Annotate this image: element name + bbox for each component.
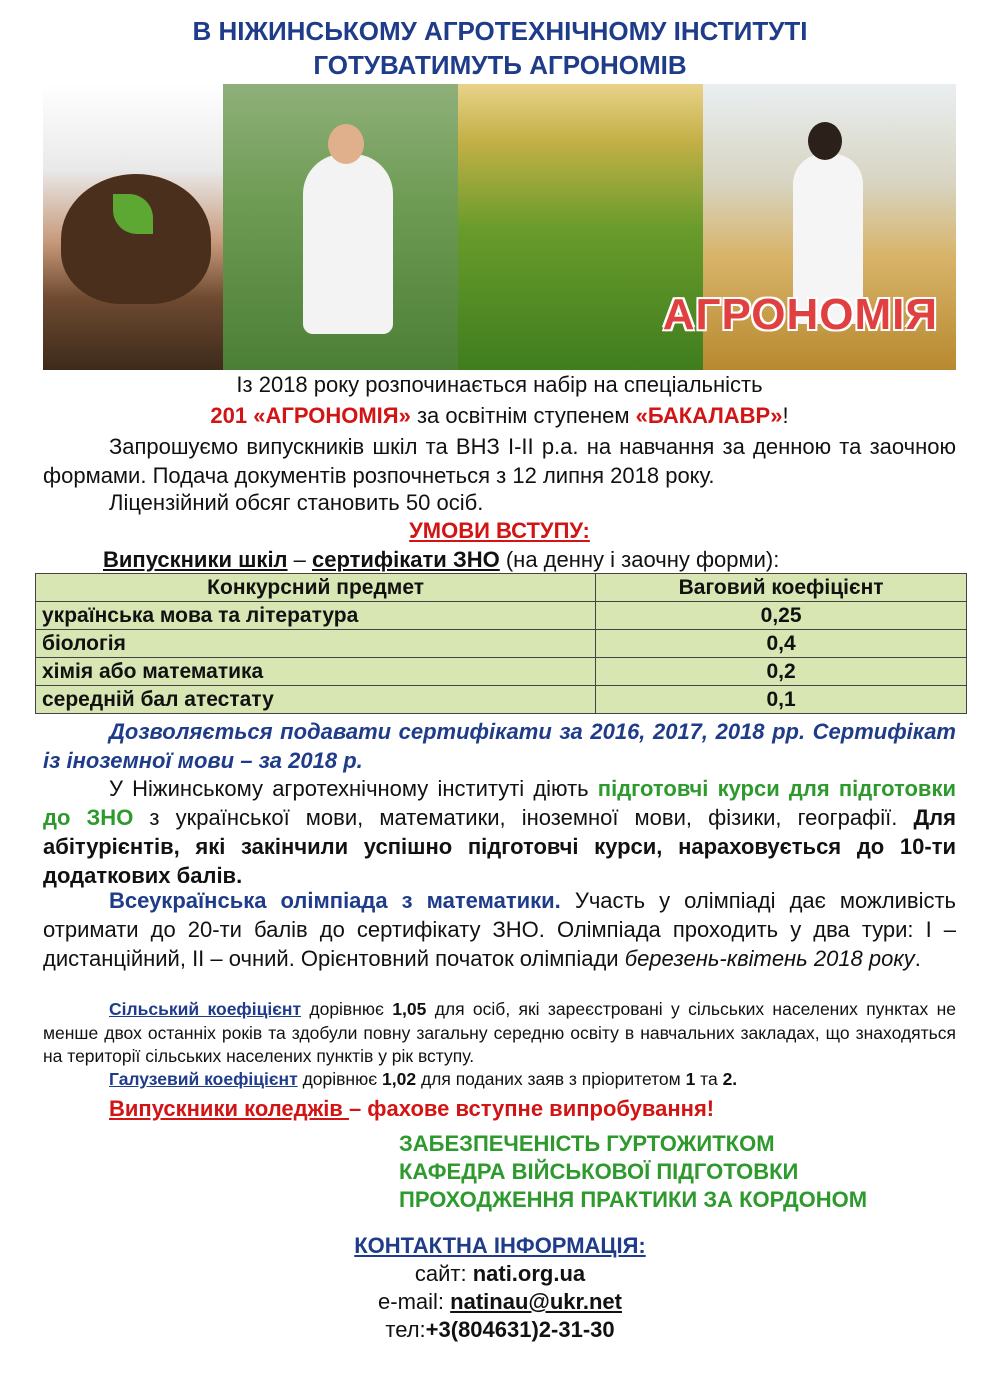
colleges-line	[43, 1094, 956, 1123]
email-label: e-mail:	[378, 1289, 451, 1314]
subject-cell: хімія або математика	[36, 658, 596, 686]
specialty-mid: за освітнім ступенем	[410, 403, 636, 428]
olympiad-title: Всеукраїнська олімпіада з математики.	[109, 888, 561, 913]
site-link[interactable]: nati.org.ua	[472, 1261, 586, 1286]
contact-phone	[0, 1316, 1000, 1344]
courses-highlight: підготовчі курси для підготовки до ЗНО	[43, 776, 956, 830]
benefit-item-military: КАФЕДРА ВІЙСЬКОВОЇ ПІДГОТОВКИ	[399, 1159, 799, 1184]
contact-email	[0, 1288, 1000, 1316]
branch-paragraph	[43, 1068, 956, 1092]
agronomist-head-image	[808, 122, 842, 160]
invite-paragraph: Запрошуємо випускників шкіл та ВНЗ І-ІІ р.а. на навчання за денною та заочною формами. Подача документів розпочнеться з 12 липня 2018 року.	[43, 434, 956, 488]
contact-heading-text: КОНТАКТНА ІНФОРМАЦІЯ:	[354, 1233, 646, 1258]
intro-line-1: Із 2018 року розпочинається набір на спеціальність	[236, 372, 763, 397]
olympiad-end: .	[914, 946, 921, 971]
olympiad-text: Участь у олімпіаді дає можливість отримати до 20-ти балів до сертифікату ЗНО. Олімпіада проходить у два тури: І – дистанційний, ІІ – очний. Орієнтовний початок олімпіади	[43, 888, 956, 971]
table-row	[36, 602, 967, 630]
coef-cell: 0,2	[596, 658, 967, 686]
license-paragraph: Ліцензійний обсяг становить 50 осіб.	[109, 490, 484, 515]
olympiad-dates: березень-квітень 2018 року	[624, 946, 915, 971]
courses-bonus: Для абітурієнтів, які закінчили успішно підготовчі курси, нараховується до 10-ти додаткових балів.	[43, 805, 956, 888]
banner-label: АГРОНОМІЯ	[662, 290, 938, 339]
table-row	[36, 686, 967, 714]
colleges-label: Випускники коледжів	[109, 1096, 349, 1121]
branch-priority-1: 1	[685, 1069, 696, 1089]
rural-text: для осіб, які зареєстровані у сільських населених пунктах не менше двох останніх років та здобули повну загальну середню освіту в навчальних закладах, що знаходяться на території сільських населених пунктів у рік вступу.	[43, 999, 956, 1066]
table-row	[36, 658, 967, 686]
phone-number: +3(804631)2-31-30	[425, 1317, 615, 1342]
rural-value: 1,05	[392, 999, 427, 1019]
zno-table-header	[36, 574, 967, 602]
scientist-head-image	[328, 124, 364, 164]
benefit-item-practice: ПРОХОДЖЕННЯ ПРАКТИКИ ЗА КОРДОНОМ	[399, 1187, 868, 1212]
courses-pre: У Ніжинському агротехнічному інституті діють	[109, 776, 598, 801]
colleges-text: – фахове вступне випробування!	[348, 1096, 715, 1121]
contact-heading	[0, 1232, 1000, 1260]
title-line-2: ГОТУВАТИМУТЬ АГРОНОМІВ	[313, 50, 687, 80]
rural-pre: дорівнює	[301, 999, 393, 1019]
conditions-heading	[43, 516, 956, 545]
coef-header: Ваговий коефіцієнт	[596, 574, 967, 602]
title-line-1: В НІЖИНСЬКОМУ АГРОТЕХНІЧНОМУ ІНСТИТУТІ	[192, 16, 808, 46]
banner-panel-soil	[43, 84, 223, 370]
benefits-list	[399, 1130, 867, 1214]
scientist-image	[303, 154, 393, 334]
intro-line	[43, 370, 956, 399]
certs-note: Дозволяється подавати сертифікати за 2016, 2017, 2018 рр. Сертифікат із іноземної мови – за 2018 р.	[43, 719, 956, 773]
branch-pre: дорівнює	[297, 1069, 383, 1089]
branch-value: 1,02	[382, 1069, 417, 1089]
olympiad-paragraph	[43, 886, 956, 973]
phone-label: тел:	[385, 1317, 426, 1342]
branch-priority-2: 2.	[722, 1069, 738, 1089]
rural-paragraph	[43, 998, 956, 1069]
specialty-line	[43, 401, 956, 430]
specialty-name: 201 «АГРОНОМІЯ»	[210, 403, 411, 428]
contact-site	[0, 1260, 1000, 1288]
soil-hands-image	[61, 174, 211, 304]
site-label: сайт:	[414, 1261, 473, 1286]
rural-label: Сільський коефіцієнт	[109, 999, 302, 1019]
subject-header: Конкурсний предмет	[36, 574, 596, 602]
courses-post: з української мови, математики, іноземної мови, фізики, географії.	[133, 805, 914, 830]
subject-cell: українська мова та література	[36, 602, 596, 630]
forms-label: (на денну і заочну форми):	[499, 547, 780, 572]
coef-cell: 0,25	[596, 602, 967, 630]
subject-cell: середній бал атестату	[36, 686, 596, 714]
coef-cell: 0,4	[596, 630, 967, 658]
branch-label: Галузевий коефіцієнт	[109, 1069, 298, 1089]
cert-label: сертифікати ЗНО	[312, 547, 500, 572]
banner-panel-scientist	[223, 84, 458, 370]
conditions-heading-text: УМОВИ ВСТУПУ:	[409, 518, 590, 543]
benefit-item-dormitory: ЗАБЕЗПЕЧЕНІСТЬ ГУРТОЖИТКОМ	[399, 1131, 775, 1156]
degree-name: «БАКАЛАВР»	[635, 403, 783, 428]
courses-paragraph	[43, 774, 956, 890]
zno-table	[35, 573, 967, 714]
email-link[interactable]: natinau@ukr.net	[450, 1289, 622, 1314]
subject-cell: біологія	[36, 630, 596, 658]
branch-and: та	[695, 1069, 723, 1089]
grads-dash: –	[287, 547, 312, 572]
grads-label: Випускники шкіл	[103, 547, 288, 572]
table-row	[36, 630, 967, 658]
hero-banner	[43, 84, 956, 370]
branch-text: для поданих заяв з пріоритетом	[416, 1069, 686, 1089]
coef-cell: 0,1	[596, 686, 967, 714]
page-title	[0, 14, 1000, 82]
specialty-end: !	[782, 403, 789, 428]
conditions-line	[43, 545, 956, 574]
